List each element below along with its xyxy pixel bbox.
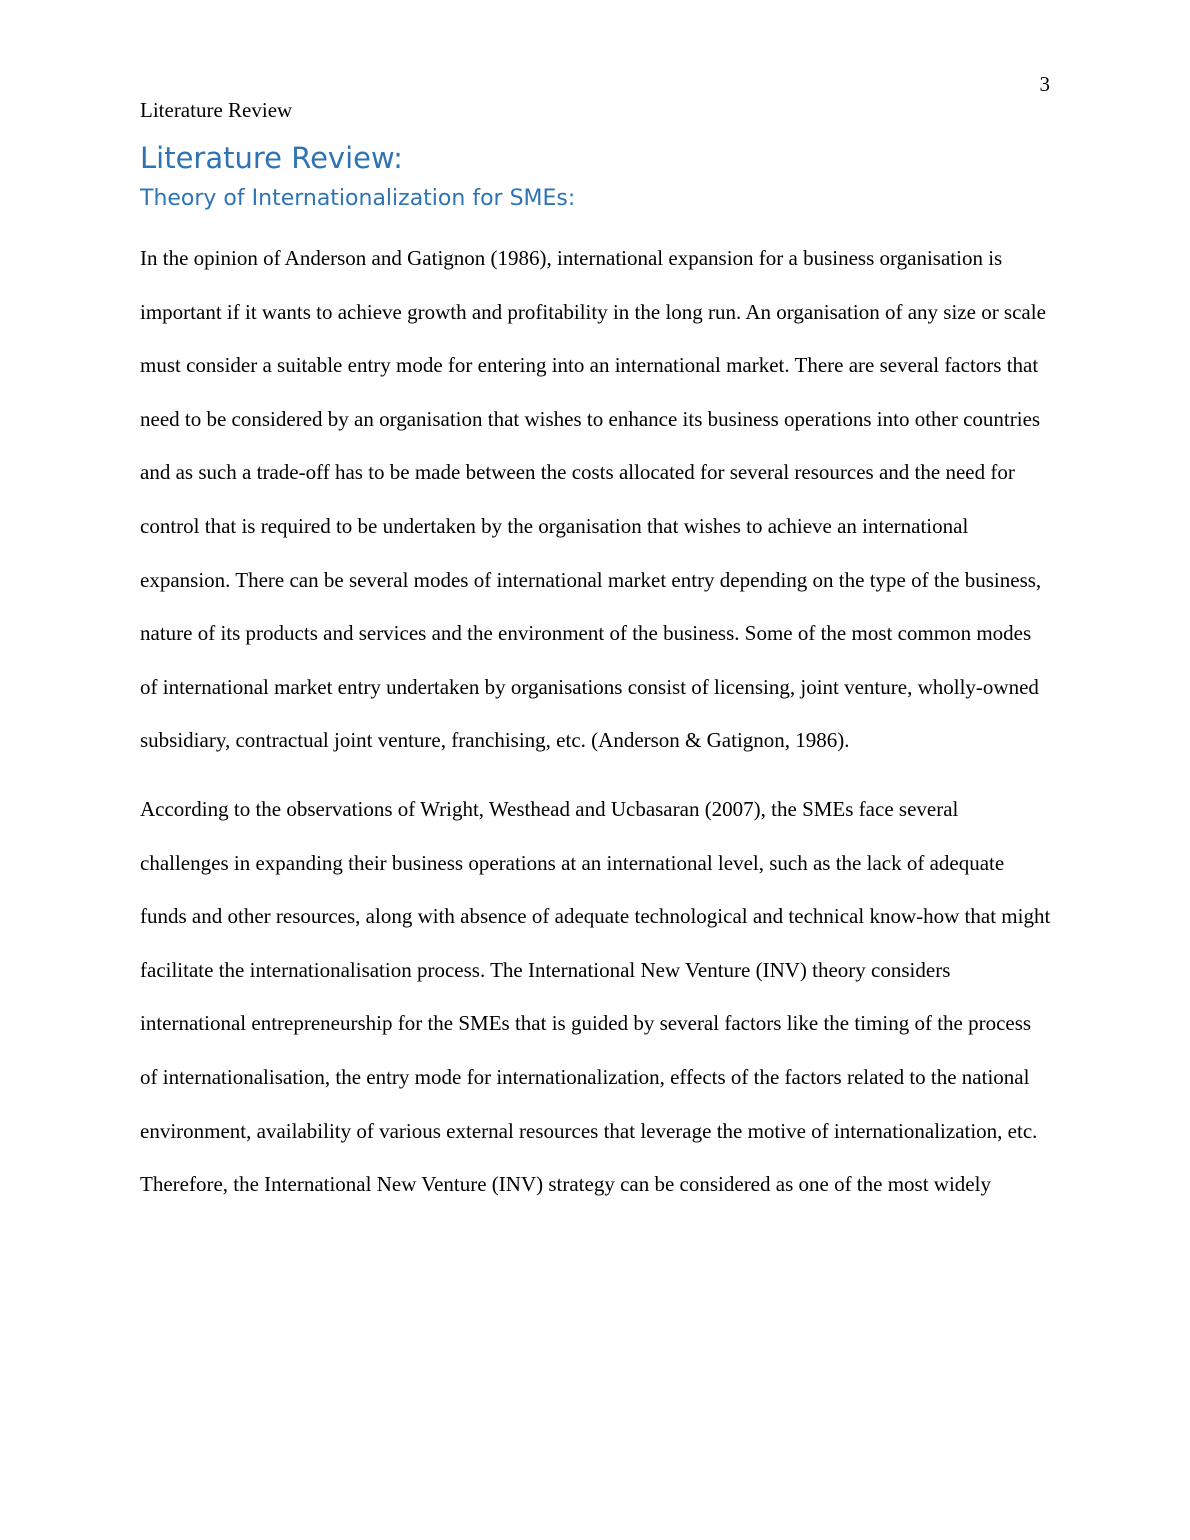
running-head: Literature Review [140, 98, 293, 122]
subsection-heading: Theory of Internationalization for SMEs: [140, 186, 576, 211]
section-heading: Literature Review: [140, 141, 403, 175]
page-number: 3 [1039, 72, 1050, 96]
document-body [140, 138, 1052, 1212]
paragraph-anderson-gatignon: In the opinion of Anderson and Gatignon (1986), international expansion for a business organisation is important if it wants to achieve growth and profitability in the long run. An organisation of any size or scale must consider a suitable entry mode for entering into an international market. There are several factors that need to be considered by an organisation that wishes to enhance its business operations into other countries and as such a trade-off has to be made between the costs allocated for several resources and the need for control that is required to be undertaken by the organisation that wishes to achieve an international expansion. There can be several modes of international market entry depending on the type of the business, nature of its products and services and the environment of the business. Some of the most common modes of international market entry undertaken by organisations consist of licensing, joint venture, wholly-owned subsidiary, contractual joint venture, franchising, etc. (Anderson & Gatignon, 1986). [140, 246, 1046, 753]
paragraph-wright-westhead: According to the observations of Wright, Westhead and Ucbasaran (2007), the SMEs face several challenges in expanding their business operations at an international level, such as the lack of adequate funds and other resources, along with absence of adequate technological and technical know-how that might facilitate the internationalisation process. The International New Venture (INV) theory considers international entrepreneurship for the SMEs that is guided by several factors like the timing of the process of internationalisation, the entry mode for internationalization, effects of the factors related to the national environment, availability of various external resources that leverage the motive of internationalization, etc. Therefore, the International New Venture (INV) strategy can be considered as one of the most widely [140, 796, 1051, 1197]
